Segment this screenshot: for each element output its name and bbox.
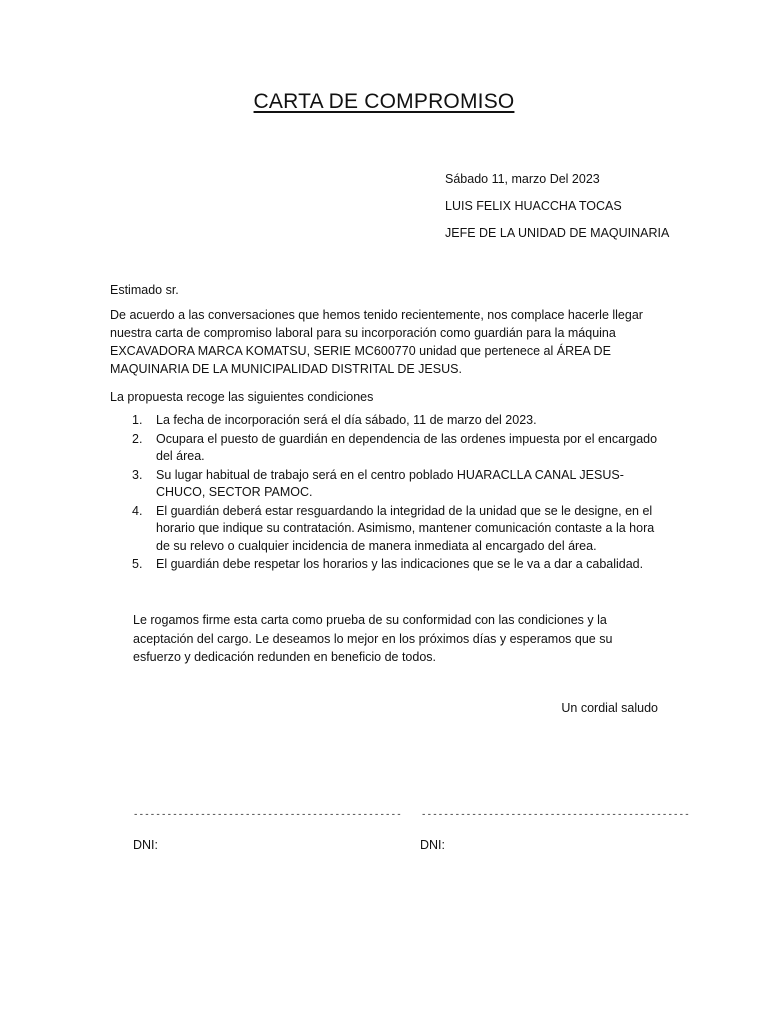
condition-number: 3. [132,467,143,482]
letter-date: Sábado 11, marzo Del 2023 [445,172,600,186]
condition-number: 5. [132,557,143,571]
conditions-intro: La propuesta recoge las siguientes condiciones [110,390,374,404]
condition-text: Su lugar habitual de trabajo será en el centro poblado HUARACLLA CANAL JESUS-CHUCO, SECTOR PAMOC. [156,467,624,499]
condition-text: La fecha de incorporación será el día sábado, 11 de marzo del 2023. [156,413,537,427]
intro-paragraph: De acuerdo a las conversaciones que hemos tenido recientemente, nos complace hacerle llegar nuestra carta de compromiso laboral para su incorporación como guardián para la máquina EXCAVADORA MARCA KOMATSU, SERIE MC600770 unidad que pertenece al ÁREA DE MAQUINARIA DE LA MUNICIPALIDAD DISTRITAL DE JESUS. [110,308,643,376]
condition-number: 4. [132,503,143,518]
condition-item [110,556,660,574]
document-title: CARTA DE COMPROMISO [253,90,515,113]
dni-label-right: DNI: [420,838,445,852]
signature-line-left: ------------------------------------------------ [133,810,402,820]
condition-number: 2. [132,431,143,446]
recipient-position: JEFE DE LA UNIDAD DE MAQUINARIA [445,226,670,240]
letter-header [445,172,669,253]
greeting: Estimado sr. [110,283,179,297]
recipient-name: LUIS FELIX HUACCHA TOCAS [445,199,622,213]
condition-item [110,431,660,466]
condition-number: 1. [132,413,143,427]
conditions-list [110,412,660,575]
condition-text: Ocupara el puesto de guardián en dependencia de las ordenes impuesta por el encargado del área. [156,431,658,463]
closing-paragraph: Le rogamos firme esta carta como prueba de su conformidad con las condiciones y la aceptación del cargo. Le deseamos lo mejor en los próximos días y esperamos que su esfuerzo y dedicación redunden en beneficio de todos. [133,613,613,664]
signature-line-right: ------------------------------------------------ [421,810,690,820]
condition-item [110,503,660,556]
farewell: Un cordial saludo [561,701,658,715]
condition-item [110,467,660,502]
condition-item [110,412,660,430]
condition-text: El guardián debe respetar los horarios y las indicaciones que se le va a dar a cabalidad. [156,557,644,571]
condition-text: El guardián deberá estar resguardando la integridad de la unidad que se le designe, en el horario que indique su contratación. Asimismo, mantener comunicación contaste a la hora de su relevo o cualquier incidencia de manera inmediata al encargado del área. [156,503,655,553]
dni-label-left: DNI: [133,838,158,852]
